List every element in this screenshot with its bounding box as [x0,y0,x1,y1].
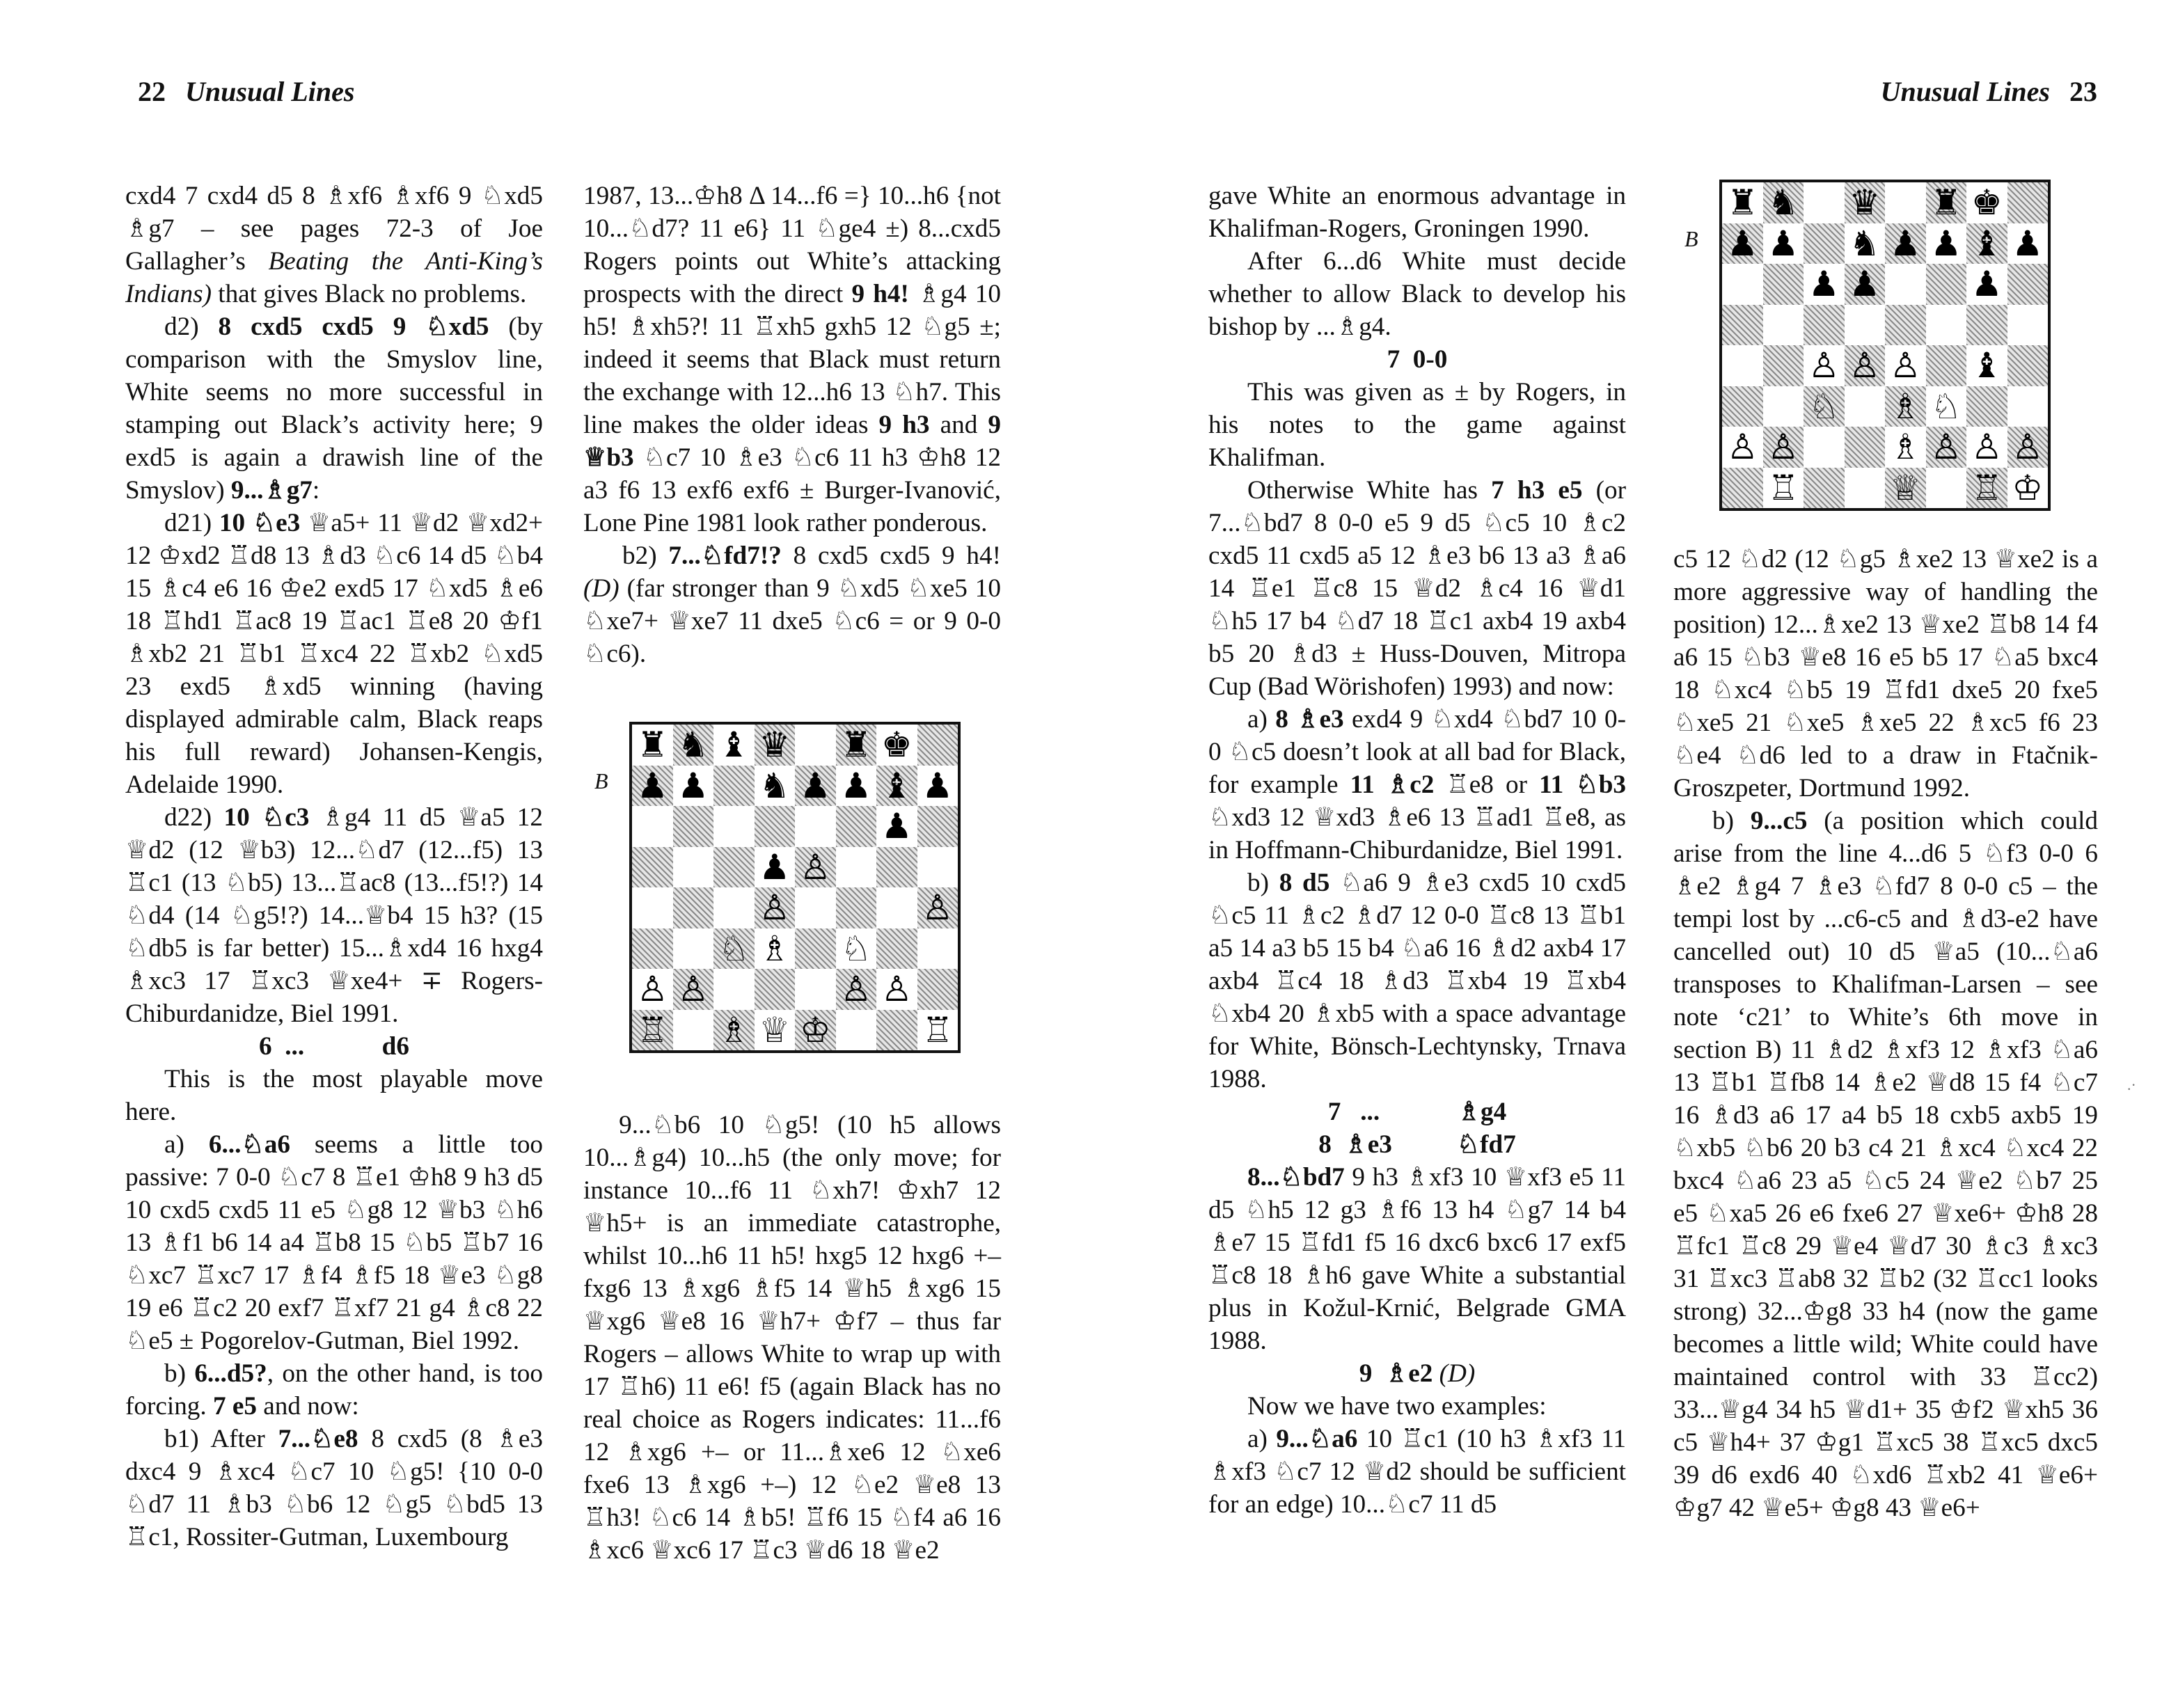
board-square [1926,345,1967,386]
board-square [755,928,796,970]
chess-piece-icon: ♝ [1971,223,2003,264]
board-square [632,1010,673,1051]
paragraph: b) 6...d5?, on the other hand, is too forcing. 7 e5 and now: [125,1359,543,1421]
board-square [713,969,755,1010]
board-square [836,1010,877,1051]
left-page-number: 22 [138,76,166,107]
board-square [1885,223,1926,264]
chess-piece-icon: ♙ [840,969,872,1010]
chess-piece-icon: ♙ [1849,345,1881,386]
board-square [1885,264,1926,305]
board-square [1722,345,1763,386]
column-2-text-top [583,180,1001,670]
paragraph: b2) 7...♘fd7!? 8 cxd5 cxd5 9 h4! (D) (far stronger than 9 ♘xd5 ♘xe5 10 ♘xe7+ ♕xe7 11 dxe5 ♘c6 = or 9 0-0 ♘c6). [583,541,1001,668]
chess-piece-icon: ♕ [1889,467,1921,508]
board-square [1763,264,1804,305]
board-square [876,847,917,888]
chess-piece-icon: ♟ [881,806,913,847]
board-square [917,806,958,847]
right-page-header [1881,75,2110,108]
board-square [836,847,877,888]
board-square [1885,386,1926,427]
chess-piece-icon: ♙ [1930,427,1962,468]
board-square [1804,223,1845,264]
board-square [1845,223,1886,264]
chess-piece-icon: ♙ [1808,345,1840,386]
board-square [917,928,958,970]
board-square [1845,182,1886,223]
board-square [917,887,958,928]
board-square [1845,386,1886,427]
paragraph: c5 12 ♘d2 (12 ♘g5 ♗xe2 13 ♕xe2 is a more aggressive way of handling the position) 12...♗xe2 13 ♕xe2 ♖b8 14 f4 a6 15 ♘b3 ♕e8 16 e5 b5 17 ♘a5 bxc4 18 ♘xc4 ♘b5 19 ♖fd1 dxe5 20 fxe5 ♘xe5 21 ♘xe5 ♗xe5 22 ♗xc5 f6 23 ♘e4 ♘d6 led to a draw in Ftačnik-Groszpeter, Dortmund 1992. [1673,545,2098,802]
paragraph: a) 9...♘a6 10 ♖c1 (10 h3 ♗xf3 11 ♗xf3 ♘c7 12 ♕d2 should be sufficient for an edge) 10...♘c7 11 d5 [1208,1425,1627,1519]
board-square [632,969,673,1010]
board-square [1926,305,1967,346]
board-square [917,969,958,1010]
chess-piece-icon: ♟ [922,765,954,806]
board-square [713,928,755,970]
chess-piece-icon: ♙ [759,887,791,928]
paragraph: 1987, 13...♔h8 Δ 14...f6 =} 10...h6 {not 10...♘d7? 11 e6} 11 ♘ge4 ±) 8...cxd5 Rogers points out White’s attacking prospects with the direct 9 h4! ♗g4 10 h5! ♗xh5?! 11 ♖xh5 gxh5 12 ♘g5 ±; indeed it seems that Black must return the exchange with 12...h6 13 ♘h7. This line makes the older ideas 9 h3 and 9 ♕b3 ♘c7 10 ♗e3 ♘c6 11 h3 ♔h8 12 a3 f6 13 exf6 exf6 ± Burger-Ivanović, Lone Pine 1981 look rather ponderous. [583,182,1002,537]
board-square [795,969,836,1010]
chess-piece-icon: ♟ [840,765,872,806]
chess-piece-icon: ♗ [1889,386,1921,427]
board-square [1845,345,1886,386]
column-1 [125,180,543,1553]
chess-piece-icon: ♝ [1971,345,2003,386]
board-square [1804,264,1845,305]
chess-piece-icon: ♘ [718,928,750,969]
board-square [1966,182,2007,223]
board-square [755,806,796,847]
chess-piece-icon: ♗ [1889,427,1921,468]
chess-piece-icon: ♟ [636,765,668,806]
chess-piece-icon: ♜ [1726,182,1758,223]
board-square [1926,223,1967,264]
chess-piece-icon: ♖ [1767,467,1799,508]
board-square [755,847,796,888]
board-square [1804,427,1845,468]
board-square [673,806,714,847]
chess-piece-icon: ♘ [1930,386,1962,427]
chess-piece-icon: ♟ [1930,223,1962,264]
paragraph: 8...♘bd7 9 h3 ♗xf3 10 ♕xf3 e5 11 d5 ♘h5 12 g3 ♗f6 13 h4 ♘g7 14 b4 ♗e7 15 ♖fd1 f5 16 dxc6 bxc6 17 exf5 ♖c8 18 ♗h6 gave White a substantial plus in Kožul-Krnić, Belgrade GMA 1988. [1208,1163,1626,1355]
board-square [836,887,877,928]
board-square [632,887,673,928]
board-square [1763,345,1804,386]
chess-piece-icon: ♛ [1849,182,1881,223]
board-square [713,766,755,807]
chess-piece-icon: ♙ [636,969,668,1010]
diagram-1 [583,722,1001,1060]
chess-piece-icon: ♜ [636,725,668,766]
board-square [1926,386,1967,427]
board-square [1722,468,1763,509]
board-square [713,887,755,928]
board-square [1966,386,2007,427]
board-square [673,847,714,888]
board-square [673,887,714,928]
paragraph: a) 8 ♗e3 exd4 9 ♘xd4 ♘bd7 10 0-0 ♘c5 doesn’t look at all bad for Black, for example 11 ♗c2 ♖e8 or 11 ♘b3 ♘xd3 12 ♕xd3 ♗e6 13 ♖ad1 ♖e8, as in Hoffmann-Chiburdanidze, Biel 1991. [1208,705,1627,864]
column-4 [1673,180,2098,1524]
paragraph: This is the most playable move here. [125,1065,543,1126]
board-square [1722,264,1763,305]
board-square [1763,305,1804,346]
chess-piece-icon: ♟ [1808,264,1840,305]
board-square [795,725,836,766]
column-2-text-bottom [583,1109,1001,1567]
paragraph: 6 ... d6 [259,1032,409,1061]
chess-piece-icon: ♖ [922,1009,954,1050]
board-square [2007,386,2049,427]
board-square [1885,427,1926,468]
board-square [673,1010,714,1051]
board-square [876,725,917,766]
board-square [1763,427,1804,468]
chess-piece-icon: ♟ [1971,264,2003,305]
chess-piece-icon: ♙ [799,846,831,887]
chess-piece-icon: ♘ [840,928,872,969]
board-square [1845,468,1886,509]
board-square [2007,264,2049,305]
board-square [795,806,836,847]
board-square [836,725,877,766]
paragraph: d2) 8 cxd5 cxd5 9 ♘xd5 (by comparison with the Smyslov line, White seems no more successful in stamping out Black’s activity here; 9 exd5 is again a drawish line of the Smyslov) 9...♗g7: [125,313,543,505]
board-square [1845,427,1886,468]
chess-piece-icon: ♖ [636,1009,668,1050]
board-square [836,766,877,807]
chess-piece-icon: ♘ [1808,386,1840,427]
board-square [1926,182,1967,223]
diagram-2-side-to-move: B [1684,226,1698,251]
chess-piece-icon: ♞ [677,725,709,766]
board-square [755,969,796,1010]
paragraph: cxd4 7 cxd4 d5 8 ♗xf6 ♗xf6 9 ♘xd5 ♗g7 – see pages 72-3 of Joe Gallagher’s Beating the Anti-King’s Indians) that gives Black no problems. [125,182,543,308]
chess-piece-icon: ♔ [799,1009,831,1050]
chess-piece-icon: ♟ [1767,223,1799,264]
board-square [713,1010,755,1051]
paragraph: 7 0-0 [1387,345,1448,374]
board-square [2007,305,2049,346]
left-running-title: Unusual Lines [185,76,355,107]
paragraph: After 6...d6 White must decide whether to allow Black to develop his bishop by ...♗g4. [1208,247,1626,341]
board-square [1926,427,1967,468]
board-square [2007,468,2049,509]
chess-piece-icon: ♙ [1767,427,1799,468]
board-square [1885,345,1926,386]
chess-piece-icon: ♞ [759,765,791,806]
board-square [917,1010,958,1051]
board-square [1722,223,1763,264]
board-square [632,766,673,807]
column-3 [1208,180,1626,1521]
board-square [1845,305,1886,346]
board-square [632,928,673,970]
chess-piece-icon: ♗ [718,1009,750,1050]
board-square [673,928,714,970]
chess-piece-icon: ♟ [1849,264,1881,305]
paragraph: 9...♘b6 10 ♘g5! (10 h5 allows 10...♗g4) 10...h5 (the only move; for instance 10...f6 11 ♘xh7! ♔xh7 12 ♕h5+ is an immediate catastrophe, whilst 10...h6 11 h5! hxg5 12 hxg6 +– fxg6 13 ♗xg6 ♗f5 14 ♕h5 ♗xg6 15 ♕xg6 ♕e8 16 ♕h7+ ♔f7 – thus far Rogers – allows White to wrap up with 17 ♖h6) 11 e6! f5 (again Black has no real choice as Rogers indicates: 11...f6 12 ♗xg6 +– or 11...♗xe6 12 ♘xe6 fxe6 13 ♗xg6 +–) 12 ♘e2 ♕e8 13 ♖h3! ♘c6 14 ♗b5! ♖f6 15 ♘f4 a6 16 ♗xc6 ♕xc6 17 ♖c3 ♕d6 18 ♕e2 [583,1111,1001,1565]
chess-piece-icon: ♟ [677,765,709,806]
paragraph: b) 8 d5 ♘a6 9 ♗e3 cxd5 10 cxd5 ♘c5 11 ♗c2 ♗d7 12 0-0 ♖c8 13 ♖b1 a5 14 a3 b5 15 b4 ♘a6 16 ♗d2 axb4 17 axb4 ♖c4 18 ♗d3 ♖xb4 19 ♖xb4 ♘xb4 20 ♗xb5 with a space advantage for White, Bönsch-Lechtynsky, Trnava 1988. [1208,869,1626,1093]
board-square [1763,386,1804,427]
board-square [795,847,836,888]
board-square [836,969,877,1010]
chess-piece-icon: ♚ [881,725,913,766]
board-square [673,725,714,766]
column-3-text [1208,180,1626,1521]
board-square [917,766,958,807]
board-square [755,725,796,766]
board-square [755,887,796,928]
chess-piece-icon: ♜ [1930,182,1962,223]
column-2 [583,180,1001,1567]
board-square [1885,182,1926,223]
chess-piece-icon: ♟ [759,846,791,887]
board-square [795,766,836,807]
board-square [1966,264,2007,305]
board-square [795,928,836,970]
chess-piece-icon: ♝ [718,725,750,766]
diagram-1-side-to-move: B [594,768,608,793]
chess-board [629,722,961,1053]
board-square [1763,468,1804,509]
board-square [632,847,673,888]
paragraph: 8 ♗e3 ♘fd7 [1318,1130,1516,1159]
board-square [1722,386,1763,427]
board-square [1966,468,2007,509]
board-square [1722,305,1763,346]
board-square [1966,427,2007,468]
board-square [876,969,917,1010]
board-square [713,725,755,766]
board-square [2007,427,2049,468]
board-square [1804,182,1845,223]
chess-piece-icon: ♞ [1767,182,1799,223]
right-running-title: Unusual Lines [1880,76,2050,107]
board-square [1926,468,1967,509]
chess-piece-icon: ♙ [922,887,954,928]
board-square [713,847,755,888]
board-square [876,766,917,807]
diagram-2 [1673,180,2098,518]
board-square [673,969,714,1010]
chess-piece-icon: ♞ [1849,223,1881,264]
board-square [755,1010,796,1051]
chess-piece-icon: ♗ [759,928,791,969]
board-square [1722,427,1763,468]
board-square [2007,345,2049,386]
chess-piece-icon: ♟ [1726,223,1758,264]
board-square [1804,386,1845,427]
board-square [1926,264,1967,305]
board-square [876,1010,917,1051]
chess-piece-icon: ♙ [2012,427,2044,468]
chess-piece-icon: ♟ [1889,223,1921,264]
board-square [1966,223,2007,264]
chess-piece-icon: ♖ [1971,467,2003,508]
board-square [713,806,755,847]
board-square [876,806,917,847]
column-4-text [1673,543,2098,1524]
paragraph: a) 6...♘a6 seems a little too passive: 7 0-0 ♘c7 8 ♖e1 ♔h8 9 h3 d5 10 cxd5 cxd5 11 e5 ♘g8 12 ♕b3 ♘h6 13 ♗f1 b6 14 a4 ♖b8 15 ♘b5 ♖b7 16 ♘xc7 ♖xc7 17 ♗f4 ♗f5 18 ♕e3 ♘g8 19 e6 ♖c2 20 exf7 ♖xf7 21 g4 ♗c8 22 ♘e5 ± Pogorelov-Gutman, Biel 1992. [125,1130,544,1355]
chess-board [1719,180,2051,511]
board-square [1804,305,1845,346]
paragraph: d21) 10 ♘e3 ♕a5+ 11 ♕d2 ♕xd2+ 12 ♔xd2 ♖d8 13 ♗d3 ♘c6 14 d5 ♘b4 15 ♗c4 e6 16 ♔e2 exd5 17 ♘xd5 ♗e6 18 ♖hd1 ♖ac8 19 ♖ac1 ♖e8 20 ♔f1 ♗xb2 21 ♖b1 ♖xc4 22 ♖xb2 ♘xd5 23 exd5 ♗xd5 winning (having displayed admirable calm, Black reaps his full reward) Johansen-Kengis, Adelaide 1990. [125,509,544,799]
paragraph: b1) After 7...♘e8 8 cxd5 (8 ♗e3 dxc4 9 ♗xc4 ♘c7 10 ♘g5! {10 0-0 ♘d7 11 ♗b3 ♘b6 12 ♘g5 ♘bd5 13 ♖c1, Rossiter-Gutman, Luxembourg [125,1425,544,1551]
board-square [632,806,673,847]
chess-piece-icon: ♙ [1726,427,1758,468]
chess-piece-icon: ♙ [1971,427,2003,468]
chess-piece-icon: ♚ [1971,182,2003,223]
chess-piece-icon: ♛ [759,725,791,766]
chess-piece-icon: ♕ [759,1009,791,1050]
board-square [795,1010,836,1051]
paragraph: Otherwise White has 7 h3 e5 (or 7...♘bd7 8 0-0 e5 9 d5 ♘c5 10 ♗c2 cxd5 11 cxd5 a5 12 ♗e3 b6 13 a3 ♗a6 14 ♖e1 ♖c8 15 ♕d2 ♗c4 16 ♕d1 ♘h5 17 b4 ♘d7 18 ♖c1 axb4 19 axb4 b5 20 ♗d3 ± Huss-Douven, Mitropa Cup (Bad Wörishofen) 1993) and now: [1208,476,1626,701]
paragraph: 7 ... ♗g4 [1327,1098,1507,1126]
column-1-text [125,180,543,1553]
paragraph: d22) 10 ♘c3 ♗g4 11 d5 ♕a5 12 ♕d2 (12 ♕b3) 12...♘d7 (12...f5) 13 ♖c1 (13 ♘b5) 13...♖ac8 (13...f5!?) 14 ♘d4 (14 ♘g5!?) 14...♕b4 15 h3? (15 ♘db5 is far better) 15...♗xd4 16 hxg4 ♗xc3 17 ♖xc3 ♕xe4+ ∓ Rogers-Chiburdanidze, Biel 1991. [125,803,543,1028]
chess-piece-icon: ♙ [677,969,709,1010]
board-square [1722,182,1763,223]
chess-piece-icon: ♝ [881,765,913,806]
paragraph: This was given as ± by Rogers, in his notes to the game against Khalifman. [1208,378,1626,472]
board-square [1804,345,1845,386]
left-page-header [125,75,354,108]
paragraph: Now we have two examples: [1247,1392,1547,1421]
board-square [836,806,877,847]
board-square [2007,182,2049,223]
stray-mark: .· [2127,1076,2136,1093]
paragraph: 9 ♗e2 (D) [1359,1359,1476,1388]
board-square [1845,264,1886,305]
board-square [1763,223,1804,264]
board-square [755,766,796,807]
board-square [876,928,917,970]
chess-piece-icon: ♟ [799,765,831,806]
board-square [795,887,836,928]
chess-piece-icon: ♟ [2012,223,2044,264]
board-square [673,766,714,807]
chess-piece-icon: ♙ [881,969,913,1010]
chess-piece-icon: ♙ [1889,345,1921,386]
board-square [1885,468,1926,509]
board-square [1966,305,2007,346]
paragraph: b) 9...c5 (a position which could arise from the line 4...d6 5 ♘f3 0-0 6 ♗e2 ♗g4 7 ♗e3 ♘fd7 8 0-0 c5 – the tempi lost by ...c6-c5 and ♗d3-e2 have cancelled out) 10 d5 ♕a5 (10...♘a6 transposes to Khalifman-Larsen – see note ‘c21’ to White’s 6th move in section B) 11 ♗d2 ♗xf3 12 ♗xf3 ♘a6 13 ♖b1 ♖fb8 14 ♗e2 ♕d8 15 f4 ♘c7 16 ♗d3 a6 17 a4 b5 18 cxb5 axb5 19 ♘xb5 ♘b6 20 b3 c4 21 ♗xc4 ♘xc4 22 bxc4 ♘a6 23 a5 ♘c5 24 ♕e2 ♘b7 25 e5 ♘xa5 26 e6 fxe6 27 ♕xe6+ ♔h8 28 ♖fc1 ♖c8 29 ♕e4 ♕d7 30 ♗c3 ♗xc3 31 ♖xc3 ♖ab8 32 ♖b2 (32 ♖cc1 looks strong) 32...♔g8 33 h4 (now the game becomes a little wild; White could have maintained control with 33 ♖cc2) 33...♕g4 34 h5 ♕d1+ 35 ♔f2 ♕xh5 36 c5 ♕h4+ 37 ♔g1 ♖xc5 38 ♖xc5 dxc5 39 d6 exd6 40 ♘xd6 ♖xb2 41 ♕e6+ ♔g7 42 ♕e5+ ♔g8 43 ♕e6+ [1673,807,2099,1522]
board-square [1885,305,1926,346]
board-square [836,928,877,970]
board-square [876,887,917,928]
right-page-number: 23 [2069,76,2097,107]
board-square [632,725,673,766]
paragraph: gave White an enormous advantage in Khalifman-Rogers, Groningen 1990. [1208,182,1626,243]
board-square [1966,345,2007,386]
board-square [1763,182,1804,223]
chess-piece-icon: ♜ [840,725,872,766]
board-square [917,725,958,766]
chess-piece-icon: ♔ [2012,467,2044,508]
board-square [917,847,958,888]
board-square [2007,223,2049,264]
board-square [1804,468,1845,509]
